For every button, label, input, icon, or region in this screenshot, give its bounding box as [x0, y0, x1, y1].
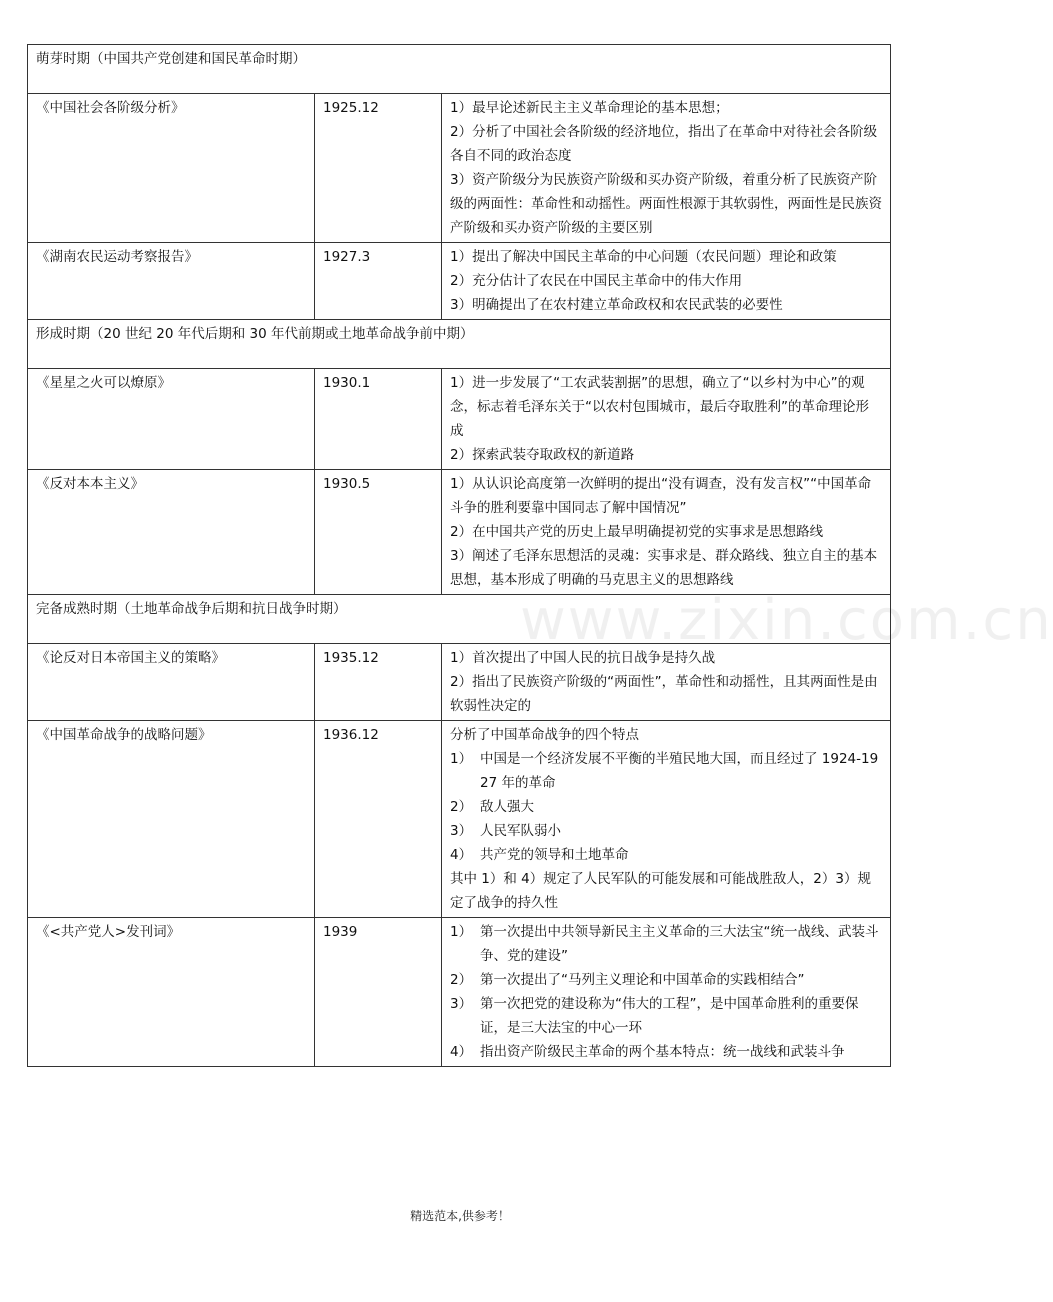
table-row: [28, 644, 891, 721]
table-row: [28, 721, 891, 918]
watermark: www.zixin.com.cn: [520, 588, 1053, 653]
work-points: [442, 918, 891, 1067]
point: 3）资产阶级分为民族资产阶级和买办资产阶级，着重分析了民族资产阶级的两面性：革命性和动摇性。两面性根源于其软弱性，两面性是民族资产阶级和买办资产阶级的主要区别: [450, 172, 882, 236]
point: 2）在中国共产党的历史上最早明确提初党的实事求是思想路线: [450, 524, 824, 540]
point: [450, 795, 882, 819]
point: [450, 920, 882, 968]
work-title: 《中国革命战争的战略问题》: [28, 721, 315, 918]
point-text: 第一次提出中共领导新民主主义革命的三大法宝“统一战线、武装斗争、党的建设”: [480, 924, 879, 964]
work-date: 1939: [315, 918, 442, 1067]
point: 1）进一步发展了“工农武装割据”的思想，确立了“以乡村为中心”的观念，标志着毛泽东关于“以农村包围城市，最后夺取胜利”的革命理论形成: [450, 375, 869, 439]
point-text: 第一次把党的建设称为“伟大的工程”，是中国革命胜利的重要保证，是三大法宝的中心一环: [480, 996, 859, 1036]
work-date: 1936.12: [315, 721, 442, 918]
work-date: 1927.3: [315, 243, 442, 320]
work-points: [442, 369, 891, 470]
point-number: 3）: [450, 823, 473, 839]
section-row: [28, 320, 891, 369]
work-date: 1930.1: [315, 369, 442, 470]
work-points: [442, 644, 891, 721]
point: 2）探索武装夺取政权的新道路: [450, 447, 635, 463]
point: 1）提出了解决中国民主革命的中心问题（农民问题）理论和政策: [450, 249, 837, 265]
page-footer: 精选范本,供参考！: [410, 1209, 510, 1223]
work-title: 《论反对日本帝国主义的策略》: [28, 644, 315, 721]
point: [450, 843, 882, 867]
point-number: 2）: [450, 972, 473, 988]
point: 2）分析了中国社会各阶级的经济地位，指出了在革命中对待社会各阶级各自不同的政治态度: [450, 124, 878, 164]
history-table: [27, 44, 891, 1067]
work-points: [442, 470, 891, 595]
point: 2）充分估计了农民在中国民主革命中的伟大作用: [450, 273, 743, 289]
work-points: [442, 721, 891, 918]
work-points: [442, 243, 891, 320]
table-row: [28, 470, 891, 595]
point-number: 4）: [450, 847, 473, 863]
point-text: 第一次提出了“马列主义理论和中国革命的实践相结合”: [480, 972, 805, 988]
section-row: [28, 45, 891, 94]
section-title: 完备成熟时期（土地革命战争后期和抗日战争时期）: [28, 595, 891, 644]
point: 1）最早论述新民主主义革命理论的基本思想；: [450, 100, 729, 116]
point: [450, 747, 882, 795]
work-date: 1925.12: [315, 94, 442, 243]
point-number: 1）: [450, 751, 473, 767]
work-title: 《反对本本主义》: [28, 470, 315, 595]
work-title: 《中国社会各阶级分析》: [28, 94, 315, 243]
point-text: 敌人强大: [480, 799, 534, 815]
work-title: 《<共产党人>发刊词》: [28, 918, 315, 1067]
section-title: 萌芽时期（中国共产党创建和国民革命时期）: [28, 45, 891, 94]
point: [450, 992, 882, 1040]
point-outro: 其中 1）和 4）规定了人民军队的可能发展和可能战胜敌人，2）3）规定了战争的持久性: [450, 871, 871, 911]
point-number: 1）: [450, 924, 473, 940]
section-title: 形成时期（20 世纪 20 年代后期和 30 年代前期或土地革命战争前中期）: [28, 320, 891, 369]
point: [450, 968, 882, 992]
point-number: 3）: [450, 996, 473, 1012]
table-row: [28, 918, 891, 1067]
point: 1）首次提出了中国人民的抗日战争是持久战: [450, 650, 716, 666]
point: 3）阐述了毛泽东思想活的灵魂：实事求是、群众路线、独立自主的基本思想，基本形成了明确的马克思主义的思想路线: [450, 548, 878, 588]
table-row: [28, 94, 891, 243]
point: 3）明确提出了在农村建立革命政权和农民武装的必要性: [450, 297, 783, 313]
point-number: 2）: [450, 799, 473, 815]
point: [450, 819, 882, 843]
point-text: 中国是一个经济发展不平衡的半殖民地大国，而且经过了 1924-1927 年的革命: [480, 751, 879, 791]
point-intro: 分析了中国革命战争的四个特点: [450, 727, 639, 743]
work-date: 1930.5: [315, 470, 442, 595]
point-text: 人民军队弱小: [480, 823, 561, 839]
work-date: 1935.12: [315, 644, 442, 721]
point-number: 4）: [450, 1044, 473, 1060]
work-points: [442, 94, 891, 243]
point: 1）从认识论高度第一次鲜明的提出“没有调查，没有发言权”“中国革命斗争的胜利要靠中国同志了解中国情况”: [450, 476, 872, 516]
work-title: 《湖南农民运动考察报告》: [28, 243, 315, 320]
point: [450, 1040, 882, 1064]
table-row: [28, 243, 891, 320]
point: 2）指出了民族资产阶级的“两面性”，革命性和动摇性，且其两面性是由软弱性决定的: [450, 674, 878, 714]
work-title: 《星星之火可以燎原》: [28, 369, 315, 470]
point-text: 指出资产阶级民主革命的两个基本特点：统一战线和武装斗争: [480, 1044, 845, 1060]
section-row: [28, 595, 891, 644]
table-row: [28, 369, 891, 470]
point-text: 共产党的领导和土地革命: [480, 847, 629, 863]
